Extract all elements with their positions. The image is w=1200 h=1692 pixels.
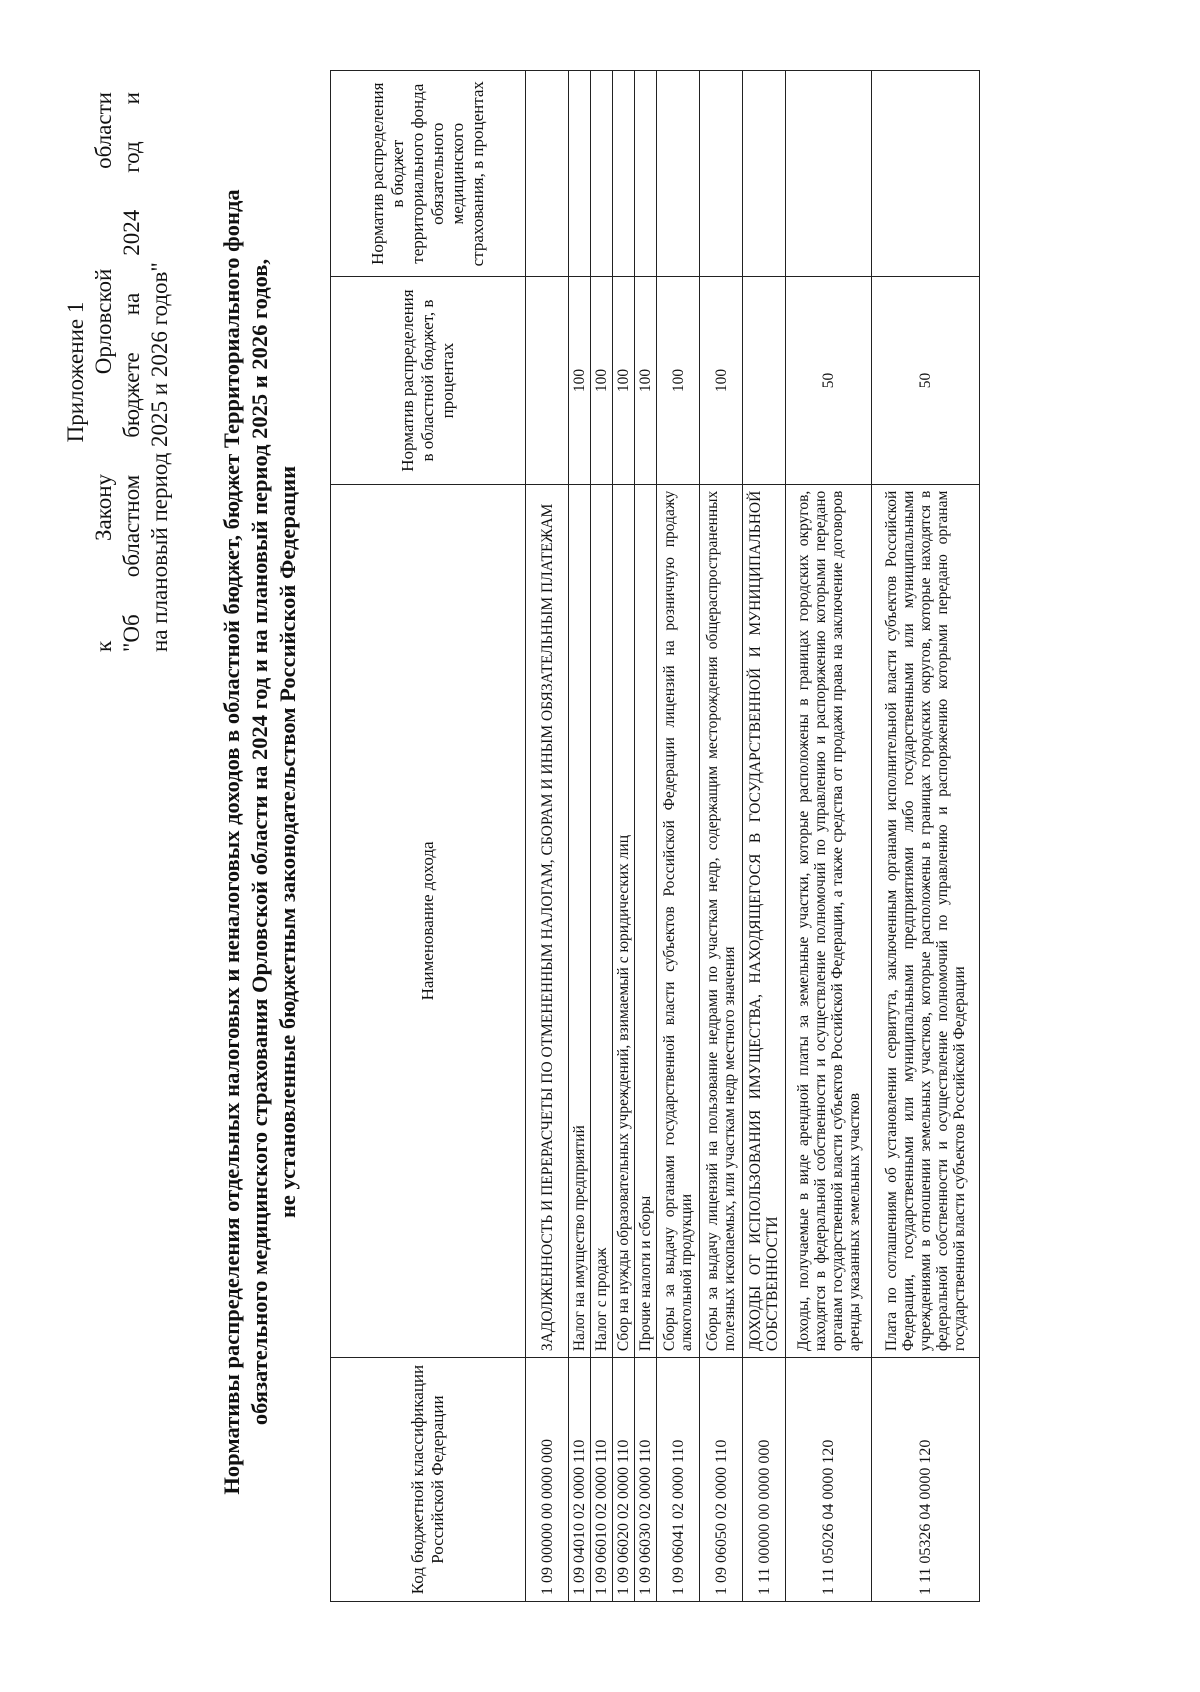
cell-name: Сбор на нужды образовательных учреждений, взимаемый с юридических лиц: [613, 484, 635, 1357]
cell-regional: [743, 277, 786, 484]
cell-regional: 50: [872, 277, 980, 484]
header-fund: Норматив распределения в бюджет территориального фонда обязательного медицинского страхования, в процентах: [331, 71, 526, 277]
table-row: [526, 71, 569, 1602]
appendix-zakonu: Закону: [91, 474, 116, 542]
table-row: [657, 71, 700, 1602]
table-row: [700, 71, 743, 1602]
title-line-1: Нормативы распределения отдельных налоговых и неналоговых доходов в областной бюджет, бюджет Территориального фонда: [219, 189, 244, 1495]
cell-code: 1 09 04010 02 0000 110: [569, 1358, 591, 1602]
table-header-row: [331, 71, 526, 1602]
cell-code: 1 11 05026 04 0000 120: [786, 1358, 872, 1602]
cell-regional: 50: [786, 277, 872, 484]
cell-name: Прочие налоги и сборы: [635, 484, 657, 1357]
cell-name: Налог на имущество предприятий: [569, 484, 591, 1357]
cell-fund: [700, 71, 743, 277]
cell-regional: 100: [613, 277, 635, 484]
cell-code: 1 09 06010 02 0000 110: [591, 1358, 613, 1602]
cell-regional: 100: [569, 277, 591, 484]
title-line-2: обязательного медицинского страхования Орловской области на 2024 год и на плановый период 2025 и 2026 годов,: [247, 258, 272, 1426]
cell-name: Доходы, получаемые в виде арендной платы за земельные участки, которые расположены в границах городских округов, находятся в федеральной собственности и осуществление полномочий по управлению и распоряжению которыми передано органам государственной власти субъектов Российской Федерации, а также средства от продажи права на заключение договоров аренды указанных земельных участков: [786, 484, 872, 1357]
title-line-3: не установленные бюджетным законодательством Российской Федерации: [275, 465, 300, 1219]
table-row: [786, 71, 872, 1602]
cell-fund: [635, 71, 657, 277]
header-name: Наименование дохода: [331, 484, 526, 1357]
table-row: [743, 71, 786, 1602]
header-code: Код бюджетной классификации Российской Федерации: [331, 1358, 526, 1602]
cell-code: 1 09 00000 00 0000 000: [526, 1358, 569, 1602]
cell-code: 1 11 05326 04 0000 120: [872, 1358, 980, 1602]
cell-name: Сборы за выдачу лицензий на пользование недрами по участкам недр, содержащим месторождения общераспространенных полезных ископаемых, или участкам недр местного значения: [700, 484, 743, 1357]
cell-regional: 100: [700, 277, 743, 484]
cell-name: Плата по соглашениям об установлении сервитута, заключенным органами исполнительной власти субъектов Российской Федерации, государственными или муниципальными предприятиями либо государственными или муниципальными учреждениями в отношении земельных участков, которые расположены в границах городских округов, которые находятся в федеральной собственности и осуществление полномочий по управлению и распоряжению которыми передано органам государственной власти субъектов Российской Федерации: [872, 484, 980, 1357]
appendix-orlov: Орловской: [91, 268, 116, 375]
cell-code: 1 11 00000 00 0000 000: [743, 1358, 786, 1602]
cell-name: ЗАДОЛЖЕННОСТЬ И ПЕРЕРАСЧЕТЫ ПО ОТМЕНЕННЫМ НАЛОГАМ, СБОРАМ И ИНЫМ ОБЯЗАТЕЛЬНЫМ ПЛАТЕЖАМ: [526, 484, 569, 1357]
cell-name: ДОХОДЫ ОТ ИСПОЛЬЗОВАНИЯ ИМУЩЕСТВА, НАХОДЯЩЕГОСЯ В ГОСУДАРСТВЕННОЙ И МУНИЦИПАЛЬНОЙ СОБСТВЕННОСТИ: [743, 484, 786, 1357]
cell-code: 1 09 06020 02 0000 110: [613, 1358, 635, 1602]
header-regional: Норматив распределения в областной бюджет, в процентах: [331, 277, 526, 484]
cell-fund: [591, 71, 613, 277]
cell-code: 1 09 06041 02 0000 110: [657, 1358, 700, 1602]
table-row: [613, 71, 635, 1602]
cell-name: Налог с продаж: [591, 484, 613, 1357]
cell-fund: [786, 71, 872, 277]
table-row: [635, 71, 657, 1602]
cell-fund: [613, 71, 635, 277]
cell-fund: [526, 71, 569, 277]
table-row: [872, 71, 980, 1602]
appendix-k: к: [91, 640, 116, 652]
appendix-oblasti: области: [91, 92, 116, 169]
cell-name: Сборы за выдачу органами государственной власти субъектов Российской Федерации лицензий на розничную продажу алкогольной продукции: [657, 484, 700, 1357]
table-row: [591, 71, 613, 1602]
cell-code: 1 09 06050 02 0000 110: [700, 1358, 743, 1602]
cell-fund: [569, 71, 591, 277]
cell-code: 1 09 06030 02 0000 110: [635, 1358, 657, 1602]
appendix-line-2: [90, 92, 118, 652]
cell-regional: 100: [657, 277, 700, 484]
cell-fund: [872, 71, 980, 277]
appendix-line-1: Приложение 1: [63, 301, 88, 443]
cell-regional: 100: [591, 277, 613, 484]
appendix-line-3: "Об областном бюджете на 2024 год и: [119, 92, 144, 652]
cell-fund: [657, 71, 700, 277]
appendix-block: [62, 92, 174, 652]
cell-regional: [526, 277, 569, 484]
table-row: [569, 71, 591, 1602]
document-title: [218, 72, 302, 1612]
cell-regional: 100: [635, 277, 657, 484]
norms-table: [330, 70, 980, 1602]
cell-fund: [743, 71, 786, 277]
appendix-line-4: на плановый период 2025 и 2026 годов": [147, 262, 172, 652]
